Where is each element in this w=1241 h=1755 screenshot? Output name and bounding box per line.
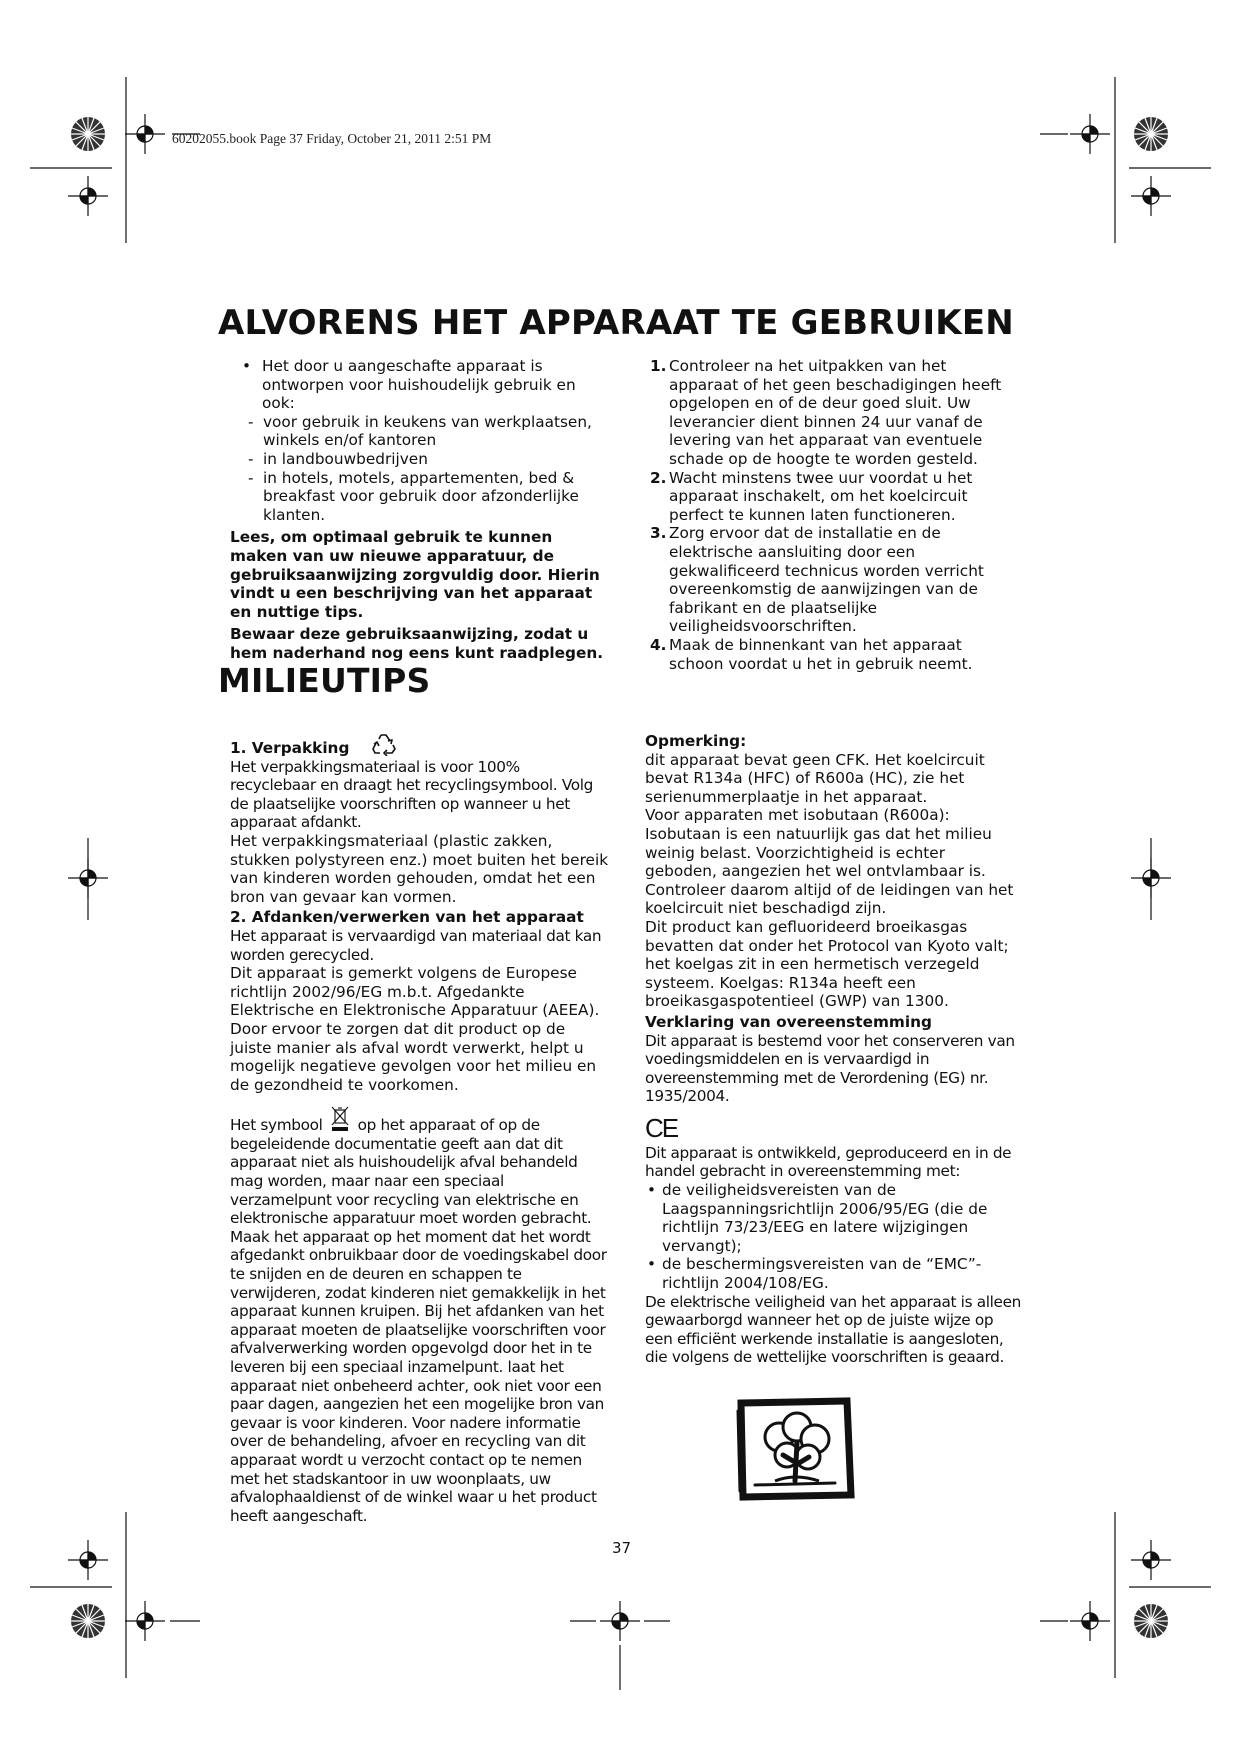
dash-mark: - xyxy=(248,468,254,487)
ce-mark: CE xyxy=(645,1112,678,1143)
declaration-bullet-text: de veiligheidsvereisten van de Laagspanningsrichtlijn 2006/95/EG (die de richtlijn 73/23/EEG en latere wijzigingen vervangt); xyxy=(662,1181,988,1255)
packaging-paragraph: Het verpakkingsmateriaal is voor 100% recyclebaar en draagt het recyclingsymbool. Volg de plaatselijke voorschriften op wanneer u het apparaat afdankt. xyxy=(230,757,594,832)
registration-wheel-bottom-left xyxy=(71,1604,105,1638)
use-item-text: in hotels, motels, appartementen, bed & breakfast voor gebruik door afzonderlijke klanten. xyxy=(263,468,579,524)
bullet-dot: • xyxy=(242,357,252,375)
title-environment: MILIEUTIPS xyxy=(218,661,431,700)
dash-mark: - xyxy=(248,412,254,431)
declaration-paragraph: Dit apparaat is ontwikkeld, geproduceerd en in de handel gebracht in overeenstemming met: xyxy=(645,1143,1012,1181)
crosshair-right-upper xyxy=(1131,176,1171,216)
step-text: Wacht minstens twee uur voordat u het apparaat inschakelt, om het koelcircuit perfect te kunnen laten functioneren. xyxy=(669,468,973,524)
recycling-icon xyxy=(371,732,397,756)
use-item xyxy=(230,413,612,450)
step-item xyxy=(650,357,1020,469)
declaration-paragraph: Dit apparaat is bestemd voor het conserveren van voedingsmiddelen en is vervaardigd in overeenstemming met de Verordening (EG) nr. 1935/2004. xyxy=(645,1031,1015,1106)
bullet-dot: • xyxy=(647,1255,657,1274)
declaration-bullet-text: de beschermingsvereisten van de “EMC”-richtlijn 2004/108/EG. xyxy=(662,1255,982,1293)
step-number: 3. xyxy=(650,524,667,543)
disposal-paragraph: Het apparaat is vervaardigd van materiaal dat kan worden gerecycled. xyxy=(230,926,602,964)
dash-mark: - xyxy=(248,449,254,468)
symbol-text-after: op het apparaat of op de begeleidende documentatie geeft aan dat dit apparaat niet als huishoudelijk afval behandeld mag worden, maar naar een speciaal verzamelpunt voor recycling van elektrische en elektronische apparatuur moet worden gebracht. xyxy=(230,1116,592,1228)
note-paragraph: Voor apparaten met isobutaan (R600a): Isobutaan is een natuurlijk gas dat het milieu weinig belast. Voorzichtigheid is echter geboden, aangezien het wel ontvlambaar is. Controleer daarom altijd of de leidingen van het koelcircuit niet beschadigd zijn. xyxy=(645,806,1014,918)
step-item xyxy=(650,469,1020,525)
use-item-text: in landbouwbedrijven xyxy=(263,449,428,468)
registration-wheel-bottom-right xyxy=(1134,1604,1168,1638)
crossed-bin-icon xyxy=(331,1106,349,1132)
step-text: Zorg ervoor dat de installatie en de elektrische aansluiting door een gekwalificeerd technicus worden verricht overeenkomstig de aanwijzingen van de fabrikant en de plaatselijke veiligheidsvoorschriften. xyxy=(669,524,984,636)
step-item xyxy=(650,524,1020,636)
declaration-bullet xyxy=(645,1255,1021,1292)
title-before-use: ALVORENS HET APPARAAT TE GEBRUIKEN xyxy=(218,303,1014,343)
declaration-heading: Verklaring van overeenstemming xyxy=(645,1012,932,1031)
use-item xyxy=(230,469,612,525)
step-number: 4. xyxy=(650,635,667,654)
use-item-text: voor gebruik in keukens van werkplaatsen, winkels en/of kantoren xyxy=(263,412,592,450)
crosshair-bottom-right xyxy=(1070,1601,1110,1641)
crosshair-top-right xyxy=(1070,114,1110,154)
step-item xyxy=(650,636,1020,673)
intro-bullet xyxy=(230,357,612,413)
environment-tree-icon xyxy=(735,1397,855,1501)
crosshair-bottom-left xyxy=(125,1601,165,1641)
packaging-paragraph: Het verpakkingsmateriaal (plastic zakken, stukken polystyreen enz.) moet buiten het bereik van kinderen worden gehouden, omdat het een bron van gevaar kan vormen. xyxy=(230,831,609,906)
crosshair-bottom-center xyxy=(600,1601,640,1641)
note-paragraph: Dit product kan gefluorideerd broeikasgas bevatten dat onder het Protocol van Kyoto valt; het koelgas zit in een hermetisch verzegeld systeem. Koelgas: R134a heeft een broeikasgaspotentieel (GWP) van 1300. xyxy=(645,917,1009,1011)
packaging-heading-text: 1. Verpakking xyxy=(230,739,350,757)
note-heading: Opmerking: xyxy=(645,732,747,750)
step-text: Controleer na het uitpakken van het apparaat of het geen beschadigingen heeft opgelopen en of de deur goed sluit. Uw leverancier dient binnen 24 uur vanaf de levering van het apparaat van eventuele schade op de hoogte te worden gesteld. xyxy=(669,357,1002,468)
disposal-paragraph: Dit apparaat is gemerkt volgens de Europese richtlijn 2002/96/EG m.b.t. Afgedankte Elektrische en Elektronische Apparatuur (AEEA). Door ervoor te zorgen dat dit product op de juiste manier als afval wordt verwerkt, helpt u mogelijk negatieve gevolgen voor het milieu en de gezondheid te voorkomen. xyxy=(230,964,600,1094)
print-header: 60202055.book Page 37 Friday, October 21, 2011 2:51 PM xyxy=(172,131,492,146)
registration-wheel-top-left xyxy=(71,117,105,151)
step-text: Maak de binnenkant van het apparaat schoon voordat u het in gebruik neemt. xyxy=(669,635,973,673)
symbol-text-before: Het symbool xyxy=(230,1116,323,1135)
declaration-bullet xyxy=(645,1181,1021,1255)
symbol-paragraph xyxy=(230,1106,610,1228)
crosshair-left-lower xyxy=(68,1540,108,1580)
page-number: 37 xyxy=(612,1539,632,1557)
env-left-column xyxy=(230,732,610,1525)
crosshair-left-upper xyxy=(68,176,108,216)
crosshair-top-left xyxy=(125,114,165,154)
registration-wheel-top-right xyxy=(1134,117,1168,151)
step-number: 2. xyxy=(650,468,667,487)
use-item xyxy=(230,450,612,469)
step-number: 1. xyxy=(650,357,667,375)
steps-column xyxy=(650,357,1020,673)
read-instructions-note: Lees, om optimaal gebruik te kunnen maken van uw nieuwe apparatuur, de gebruiksaanwijzing zorgvuldig door. Hierin vindt u een beschrijving van het apparaat en nuttige tips. xyxy=(230,528,600,621)
keep-instructions-note: Bewaar deze gebruiksaanwijzing, zodat u hem naderhand nog eens kunt raadplegen. xyxy=(230,625,604,662)
crosshair-right-lower xyxy=(1131,1540,1171,1580)
disposal-paragraph: Maak het apparaat op het moment dat het wordt afgedankt onbruikbaar door de voedingskabel door te snijden en de deuren en schappen te verwijderen, zodat kinderen niet gemakkelijk in het apparaat kunnen kruipen. Bij het afdanken van het apparaat moeten de plaatselijke voorschriften voor afvalverwerking worden opgevolgd door het in te leveren bij een speciaal inzamelpunt. laat het apparaat niet onbeheerd achter, ook niet voor een paar dagen, aangezien het een mogelijke bron van gevaar is voor kinderen. Voor nadere informatie over de behandeling, afvoer en recycling van dit apparaat wordt u verzocht contact op te nemen met het stadskantoor in uw woonplaats, uw afvalophaaldienst of de winkel waar u het product heeft aangeschaft. xyxy=(230,1227,607,1525)
env-right-column xyxy=(645,732,1021,1367)
bullet-dot: • xyxy=(647,1181,657,1200)
intro-column xyxy=(230,357,612,663)
intro-bullet-text: Het door u aangeschafte apparaat is ontworpen voor huishoudelijk gebruik en ook: xyxy=(262,357,576,413)
note-paragraph: dit apparaat bevat geen CFK. Het koelcircuit bevat R134a (HFC) of R600a (HC), zie het serienummerplaatje in het apparaat. xyxy=(645,750,985,806)
disposal-heading: 2. Afdanken/verwerken van het apparaat xyxy=(230,908,584,927)
declaration-paragraph: De elektrische veiligheid van het apparaat is alleen gewaarborgd wanneer het op de juiste wijze op een efficiënt werkende installatie is aangesloten, die volgens de wettelijke voorschriften is geaard. xyxy=(645,1292,1022,1367)
packaging-heading xyxy=(230,732,610,758)
